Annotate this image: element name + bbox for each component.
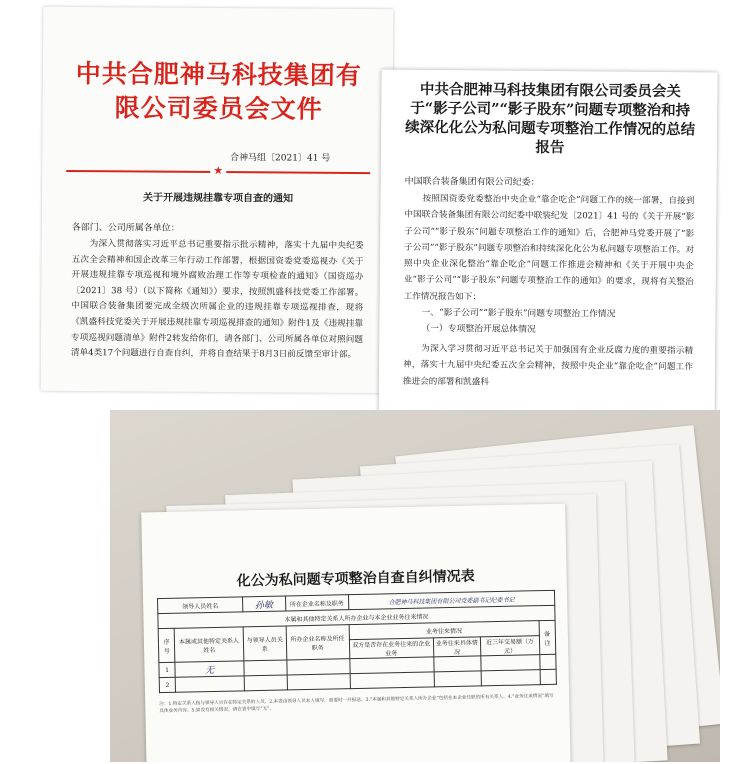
report-section-heading: 一、“影子公司”“影子股东”问题专项整治工作情况	[421, 307, 616, 320]
notice-body: 为深入贯彻落实习近平总书记重要指示批示精神，落实十九届中央纪委五次全会精神和国企改革三年行动工作部署，根据国资委党委巡视办《关于开展违规挂靠专项巡视和境外腐败治理工作等专项检查的通知》（国资巡办〔2021〕38 号）（以下简称《通知》）要求，按照凯盛科技党委工作部署。中国联合装备集团要完成全级次所属企业的违规挂靠专项巡视排查，现将《凯盛科技党委关于开展违规挂靠专项巡视排查的通知》附件1及《违规挂靠专项巡视问题清单》附件2转发给你们，请各部门、公司所属各单位对照问题清单4类17个问题进行自查自纠，并将自查结果于8月3日前反馈至审计部。	[70, 239, 364, 361]
table-cell: 领导人员姓名	[158, 597, 243, 614]
form-title: 化公为私问题专项整治自查自纠情况表	[236, 568, 475, 590]
row-number: 1	[159, 662, 176, 677]
handwritten-name: 孙敏	[242, 596, 285, 612]
table-header: 与领导人员关系	[243, 626, 286, 661]
row-number: 2	[159, 677, 176, 692]
report-subsection-heading: （一）专项整治开展总体情况	[421, 323, 536, 335]
report-addressee: 中国联合装备集团有限公司纪委：	[404, 176, 540, 188]
table-header: 本属或其他特定关系人姓名	[174, 627, 243, 662]
table-header: 备注	[539, 620, 556, 654]
form-notes: 注：1.特定关系人指与领导人员存在特定关系的人员。2.本表由领导人员本人填写，需要时一并报送。3.“本属和其他特定关系人所办企业”包括在本企业任职的所有关系人。4.“业务往来情况”填写具体业务内容。5.如没有相关情况，请在表中填写“无”。	[159, 693, 554, 715]
document-header: 中共合肥神马科技集团有限公司委员会文件	[75, 59, 362, 124]
report-document	[378, 70, 717, 443]
red-divider	[66, 163, 370, 178]
table-header: 业务往来情况	[349, 621, 539, 640]
handwritten-company: 合肥神马科技集团有限公司党委副书记纪委书记	[348, 590, 555, 609]
table-cell: 所在企业名称及职务	[285, 595, 348, 611]
table-header: 序号	[158, 628, 175, 662]
handwritten-mark: 无	[175, 661, 244, 677]
table-subheader: 近三年交易额（万元）	[480, 636, 539, 656]
star-icon: ★	[210, 164, 226, 178]
forms-photo	[110, 410, 720, 762]
notice-addressee: 各部门、公司所属各单位：	[71, 222, 180, 234]
table-cell: 本属和其他特定关系人所办企业与本企业业务往来情况	[158, 605, 555, 628]
self-check-form	[141, 504, 571, 762]
document-number: 合神马组〔2021〕41 号	[230, 153, 331, 164]
table-subheader: 业务往来具体情况	[433, 637, 481, 657]
report-paragraph: 按照国资委党委整治中央企业“靠企吃企”问题工作的统一部署，自接到中国联合装备集团有限公司纪委中联装纪发〔2021〕41 号的《关于开展“影子公司”“影子股东”问题专项整治工作的通知》后，合肥神马党委开展了“影子公司”“影子股东”问题专项整治和持续深化化公为私问题专项整治工作。对照中央企业深化整治“靠企吃企”问题工作推进会精神和《关于开展中央企业“影子公司”“影子股东”问题专项整治工作的通知》的要求，现将有关整治工作情况报告如下：	[403, 193, 695, 303]
table-header: 所办企业名称及所任职务	[286, 625, 350, 660]
table-subheader: 双方是否存在业务往来的企业业务	[349, 638, 433, 659]
form-table	[157, 590, 557, 693]
report-title: 中共合肥神马科技集团有限公司委员会关于“影子公司”“影子股东”问题专项整治和持续深化化公为私问题专项整治工作情况的总结报告	[405, 80, 696, 157]
notice-document	[41, 7, 394, 393]
report-paragraph: 为深入学习贯彻习近平总书记关于加强国有企业反腐力度的重要指示精神，落实十九届中央纪委五次全会精神，按照中央企业“靠企吃企”问题工作推进会的部署和凯盛科	[402, 343, 694, 388]
notice-title: 关于开展违规挂靠专项自查的通知	[142, 192, 294, 205]
